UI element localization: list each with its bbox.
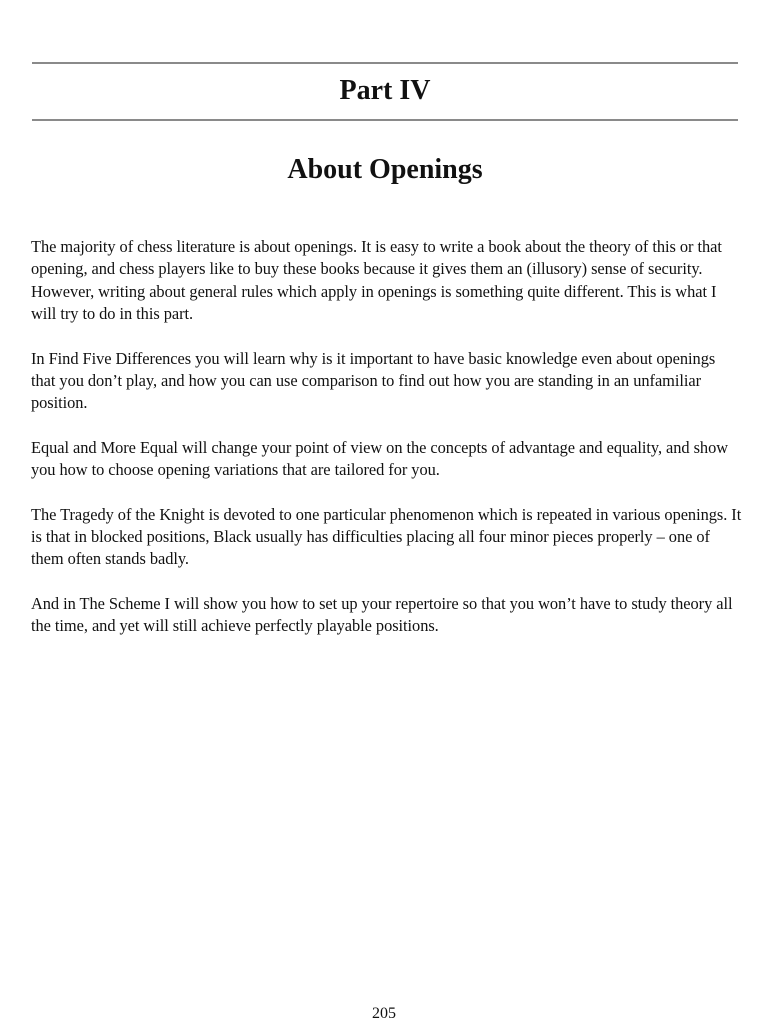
chapter-title: About Openings xyxy=(287,154,483,185)
part-title: Part IV xyxy=(339,75,431,106)
header-rule-bottom xyxy=(32,119,738,121)
page-number: 205 xyxy=(372,1005,396,1022)
paragraph: Equal and More Equal will change your point of view on the concepts of advantage and equality, and show you how to choose opening variations that are tailored for you. xyxy=(31,437,729,480)
paragraph: The Tragedy of the Knight is devoted to one particular phenomenon which is repeated in various openings. It is that in blocked positions, Black usually has difficulties placing all four minor pieces properly – one of them often stands badly. xyxy=(31,504,742,569)
paragraph: And in The Scheme I will show you how to set up your repertoire so that you won’t have to study theory all the time, and yet will still achieve perfectly playable positions. xyxy=(31,593,733,636)
body-text xyxy=(31,236,743,660)
paragraph: In Find Five Differences you will learn why is it important to have basic knowledge even about openings that you don’t play, and how you can use comparison to find out how you are standing in an unfamiliar position. xyxy=(31,348,716,413)
paragraph: The majority of chess literature is about openings. It is easy to write a book about the theory of this or that opening, and chess players like to buy these books because it gives them an (illusory) sense of security. However, writing about general rules which apply in openings is something quite different. This is what I will try to do in this part. xyxy=(31,237,722,324)
header-rule-top xyxy=(32,62,738,64)
